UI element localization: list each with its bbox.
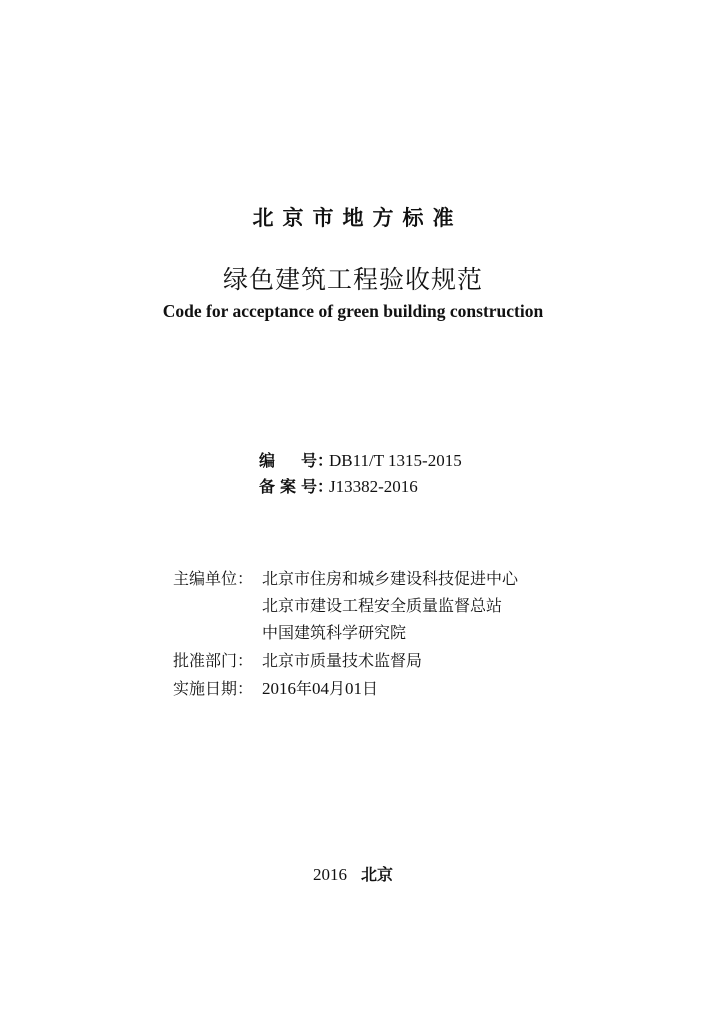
- approver-label: 批准部门：: [173, 651, 254, 670]
- colon: ：: [317, 451, 334, 470]
- colon: ：: [317, 477, 334, 496]
- chief-editor-2: 北京市建设工程安全质量监督总站: [262, 596, 503, 615]
- footer: [0, 862, 706, 885]
- date-day: 01: [345, 679, 363, 698]
- chief-editors-label: 主编单位：: [173, 569, 254, 588]
- date-month: 04: [312, 679, 330, 698]
- standard-type: 北京市地方标准: [252, 206, 463, 230]
- title-english: Code for acceptance of green building construction: [162, 301, 544, 321]
- title-chinese: 绿色建筑工程验收规范: [222, 265, 483, 294]
- footer-year: 2016: [312, 865, 347, 884]
- date-year: 2016: [262, 679, 296, 698]
- date-month-unit: 月: [329, 679, 346, 698]
- effective-date-value: [262, 676, 378, 699]
- standard-number-row: [259, 448, 462, 471]
- effective-date-label: 实施日期：: [173, 679, 254, 698]
- chief-editor-1: 北京市住房和城乡建设科技促进中心: [262, 569, 519, 588]
- footer-city: 北京: [360, 865, 393, 884]
- date-year-unit: 年: [296, 679, 313, 698]
- chief-editor-3: 中国建筑科学研究院: [262, 623, 407, 642]
- record-number-row: [259, 474, 418, 497]
- date-day-unit: 日: [362, 679, 379, 698]
- approver-value: 北京市质量技术监督局: [262, 651, 423, 670]
- record-number-label: 备案号: [259, 477, 317, 496]
- standard-number-label: 编号: [259, 451, 317, 470]
- standard-number-value: DB11/T 1315-2015: [329, 451, 462, 470]
- record-number-value: J13382-2016: [329, 477, 418, 496]
